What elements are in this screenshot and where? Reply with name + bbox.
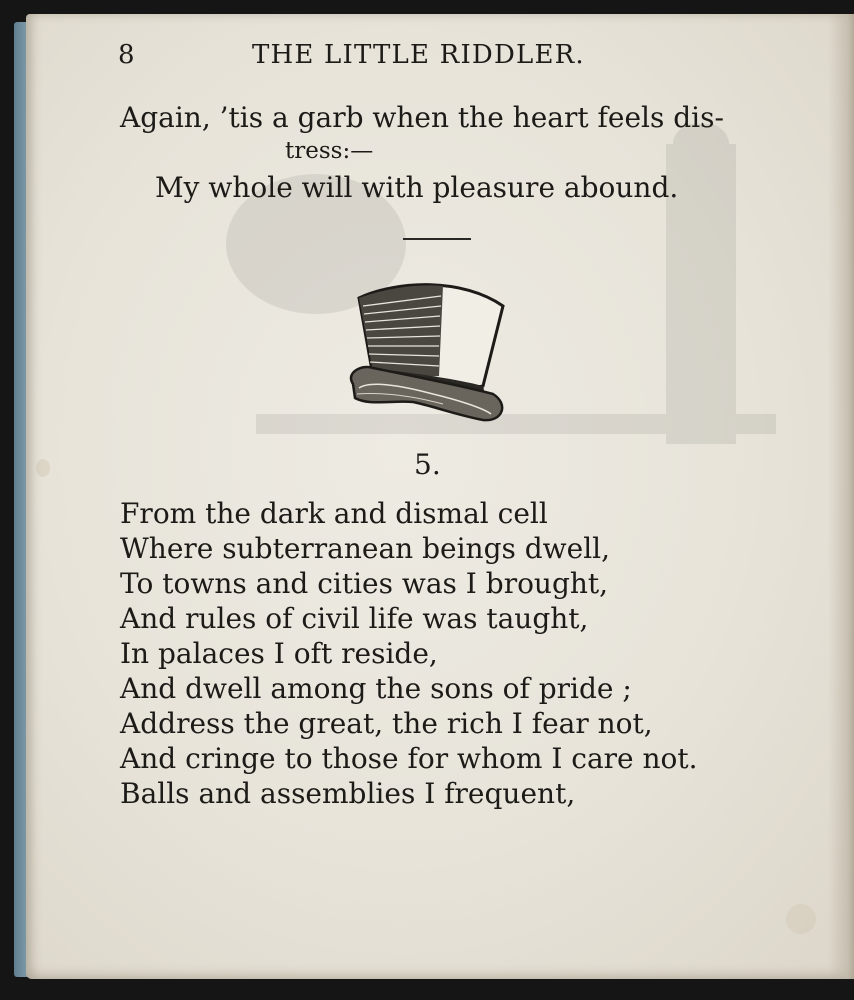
top-hat-icon	[343, 276, 509, 426]
verse-line: My whole will with pleasure abound.	[155, 171, 679, 204]
page-number: 8	[118, 40, 135, 70]
verse-line: From the dark and dismal cell	[120, 497, 548, 530]
riddle-number: 5.	[414, 448, 441, 481]
verse-line: To towns and cities was I brought,	[120, 567, 609, 600]
verse-line: And rules of civil life was taught,	[120, 602, 589, 635]
verse-line: Again, ’tis a garb when the heart feels dis-	[120, 101, 724, 134]
verse-line: Where subterranean beings dwell,	[120, 532, 611, 565]
verse-line: In palaces I oft reside,	[120, 637, 438, 670]
section-rule	[403, 238, 471, 240]
verse-line: Address the great, the rich I fear not,	[120, 707, 653, 740]
paper-stain	[786, 904, 816, 934]
running-head: THE LITTLE RIDDLER.	[252, 40, 585, 70]
verse-line: tress:—	[285, 138, 374, 164]
paper-stain	[36, 459, 50, 477]
verse-line: Balls and assemblies I frequent,	[120, 777, 576, 810]
verse-line: And dwell among the sons of pride ;	[120, 672, 632, 705]
verse-line: And cringe to those for whom I care not.	[120, 742, 698, 775]
page-gutter-shadow	[828, 14, 854, 979]
